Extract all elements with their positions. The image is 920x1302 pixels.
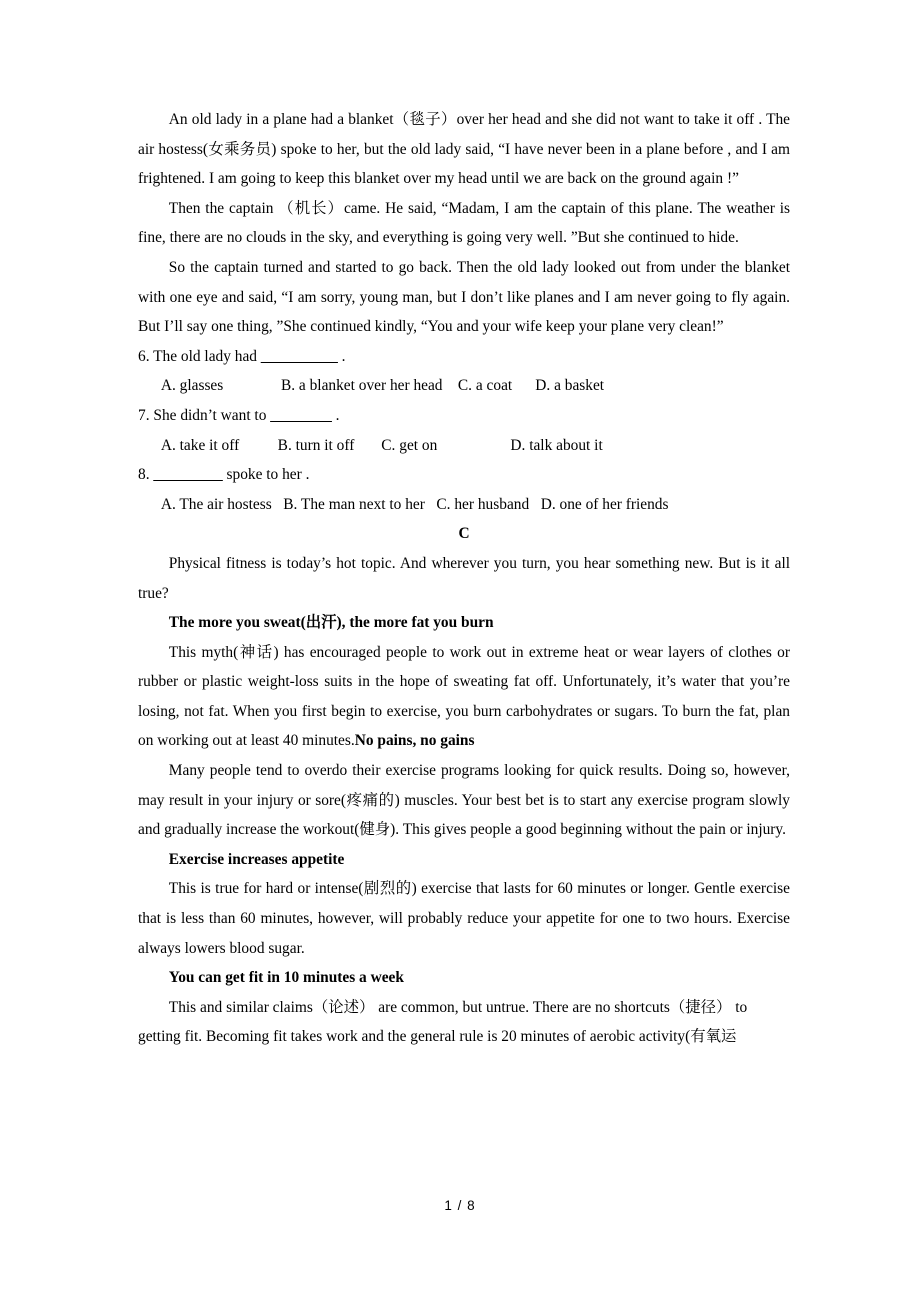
subheading-get-fit: You can get fit in 10 minutes a week	[168, 969, 404, 987]
question-7-blank[interactable]: ________	[270, 406, 332, 424]
passage-b-paragraph-1: An old lady in a plane had a blanket（毯子）over her head and she did not want to take it off . The air hostess(女乘务员) spoke to her, but the old lady said, “I have never been in a plane before , and I am frightened. I am going to keep this blanket over my head until we are back on the ground again !”	[138, 111, 790, 188]
question-6-options[interactable]: A. glasses B. a blanket over her head C. a coat D. a basket	[154, 377, 605, 395]
section-c-body-4: This and similar claims（论述） are common, but untrue. There are no shortcuts（捷径） to getting fit. Becoming fit takes work and the general rule is 20 minutes of aerobic activity(有氧运	[138, 998, 748, 1046]
subheading-appetite: Exercise increases appetite	[168, 850, 345, 868]
question-7-options[interactable]: A. take it off B. turn it off C. get on D. talk about it	[154, 436, 603, 454]
question-7-number: 7.	[138, 406, 150, 424]
page-number-footer: 1 / 8	[444, 1198, 476, 1213]
question-6	[138, 342, 790, 372]
page-content	[138, 105, 790, 1052]
question-6-number: 6.	[138, 347, 150, 365]
question-8-stem-end: spoke to her .	[222, 466, 310, 484]
question-8-blank[interactable]: _________	[153, 466, 223, 484]
question-6-stem: The old lady had	[153, 347, 261, 365]
inline-bold-no-pains-no-gains: No pains, no gains	[354, 732, 475, 750]
question-6-blank[interactable]: __________	[260, 347, 338, 365]
question-8	[138, 460, 790, 490]
section-c-body-1-text: This myth(神话) has encouraged people to work out in extreme heat or wear layers of clothes or rubber or plastic weight-loss suits in the hope of sweating fat off. Unfortunately, it’s water that you’re losing, not fat. When you first begin to exercise, you burn carbohydrates or sugars. To burn the fat, plan on working out at least 40 minutes.	[138, 643, 790, 750]
section-c-body-3: This is true for hard or intense(剧烈的) exercise that lasts for 60 minutes or longer. Gentle exercise that is less than 60 minutes, however, will probably reduce your appetite for one to two hours. Exercise always lowers blood sugar.	[138, 880, 790, 957]
passage-b-paragraph-3: So the captain turned and started to go back. Then the old lady looked out from under the blanket with one eye and said, “I am sorry, young man, but I don’t like planes and I am never going to fly again. But I’ll say one thing, ”She continued kindly, “You and your wife keep your plane very clean!”	[138, 258, 790, 336]
question-8-number: 8.	[138, 466, 150, 484]
passage-b-paragraph-2: Then the captain （机长）came. He said, “Madam, I am the captain of this plane. The weather is fine, there are no clouds in the sky, and everything is going very well. ”But she continued to hide.	[138, 199, 790, 247]
question-7-stem-end: .	[331, 406, 340, 424]
subheading-sweat: The more you sweat(出汗), the more fat you burn	[168, 614, 494, 632]
question-7	[138, 401, 790, 431]
section-c-intro: Physical fitness is today’s hot topic. And wherever you turn, you hear something new. But is it all true?	[138, 554, 790, 602]
section-label-c: C	[458, 525, 470, 543]
question-8-options[interactable]: A. The air hostess B. The man next to her C. her husband D. one of her friends	[154, 495, 669, 513]
section-c-body-2: Many people tend to overdo their exercise programs looking for quick results. Doing so, however, may result in your injury or sore(疼痛的) muscles. Your best bet is to start any exercise program slowly and gradually increase the workout(健身). This gives people a good beginning without the pain or injury.	[138, 762, 790, 839]
section-c-body-1	[138, 638, 790, 756]
question-6-stem-end: .	[337, 347, 346, 365]
question-7-stem: She didn’t want to	[153, 406, 271, 424]
